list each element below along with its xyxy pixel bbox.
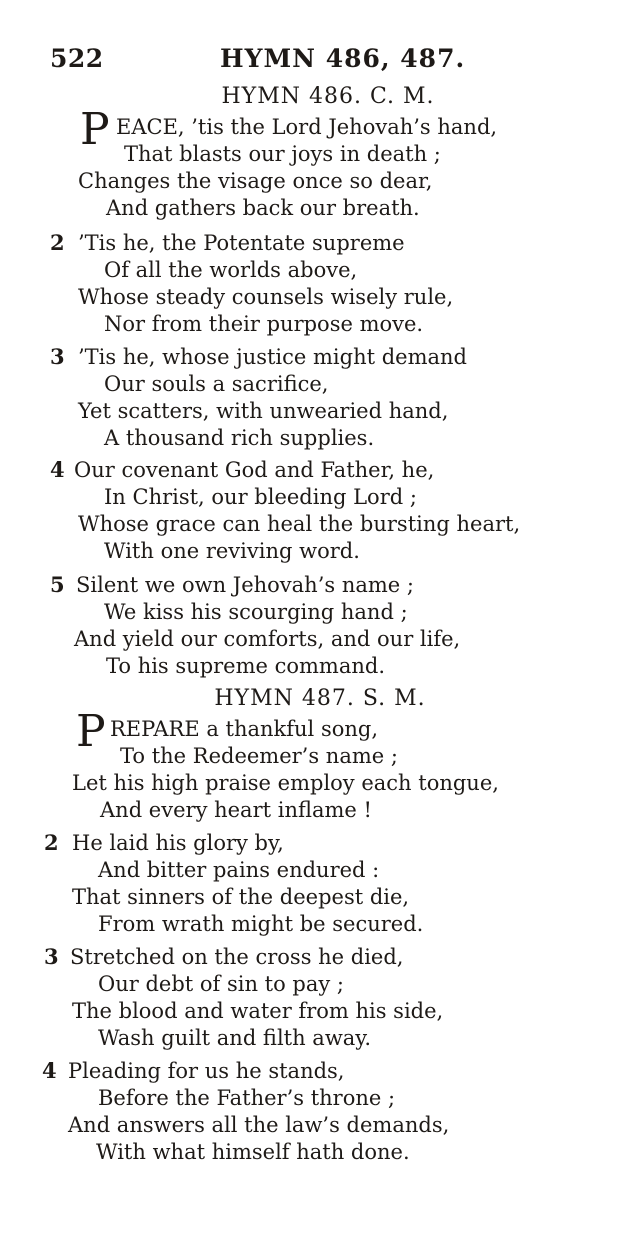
running-title: HYMN 486, 487. [220,44,466,73]
verse-line: That blasts our joys in death ; [124,142,441,166]
verse-line: Nor from their purpose move. [104,312,424,336]
verse-line: To the Redeemer’s name ; [120,744,398,768]
verse-line: Stretched on the cross he died, [70,945,404,969]
verse-line: Our debt of sin to pay ; [98,972,345,996]
verse-line: And every heart inflame ! [100,798,372,822]
verse-line: ’Tis he, whose justice might demand [78,345,467,369]
verse-line: From wrath might be secured. [98,912,424,936]
verse-line: Of all the worlds above, [104,258,358,282]
verse-number: 2 [50,230,65,255]
verse-line: The blood and water from his side, [72,999,444,1023]
drop-cap: P [80,104,110,155]
verse-number: 3 [50,344,65,369]
verse-line: Silent we own Jehovah’s name ; [76,573,414,597]
verse-number: 5 [50,572,65,597]
verse-line: With one reviving word. [104,539,360,563]
verse-number: 4 [42,1058,57,1083]
verse-line: In Christ, our bleeding Lord ; [104,485,417,509]
drop-cap: P [76,706,106,757]
verse-line: With what himself hath done. [96,1140,410,1164]
verse-line: And bitter pains endured : [98,858,380,882]
verse-line: And answers all the law’s demands, [68,1113,450,1137]
hymn-title: HYMN 486. C. M. [221,84,435,109]
verse-number: 2 [44,830,59,855]
verse-line: Our covenant God and Father, he, [74,458,435,482]
verse-line: Yet scatters, with unwearied hand, [78,399,449,423]
verse-line: Whose steady counsels wisely rule, [78,285,454,309]
verse-line: He laid his glory by, [72,831,284,855]
page-header [0,44,640,78]
verse-line: Whose grace can heal the bursting heart, [78,512,521,536]
verse-number: 3 [44,944,59,969]
verse-line: And gathers back our breath. [106,196,420,220]
verse-line: Let his high praise employ each tongue, [72,771,499,795]
verse-line: A thousand rich supplies. [104,426,375,450]
verse-line: Our souls a sacrifice, [104,372,329,396]
hymn-title: HYMN 487. S. M. [214,686,426,711]
verse-line: Wash guilt and filth away. [98,1026,372,1050]
first-line: EACE, ’tis the Lord Jehovah’s hand, [116,115,498,139]
verse-line: To his supreme command. [106,654,386,678]
verse-line: ’Tis he, the Potentate supreme [78,231,405,255]
verse-line: We kiss his scourging hand ; [104,600,408,624]
verse-line: That sinners of the deepest die, [72,885,410,909]
verse-line: And yield our comforts, and our life, [74,627,461,651]
verse-line: Before the Father’s throne ; [98,1086,396,1110]
page-number: 522 [50,44,104,73]
verse-line: Changes the visage once so dear, [78,169,433,193]
verse-number: 4 [50,457,65,482]
verse-line: Pleading for us he stands, [68,1059,345,1083]
first-line: REPARE a thankful song, [110,717,379,741]
